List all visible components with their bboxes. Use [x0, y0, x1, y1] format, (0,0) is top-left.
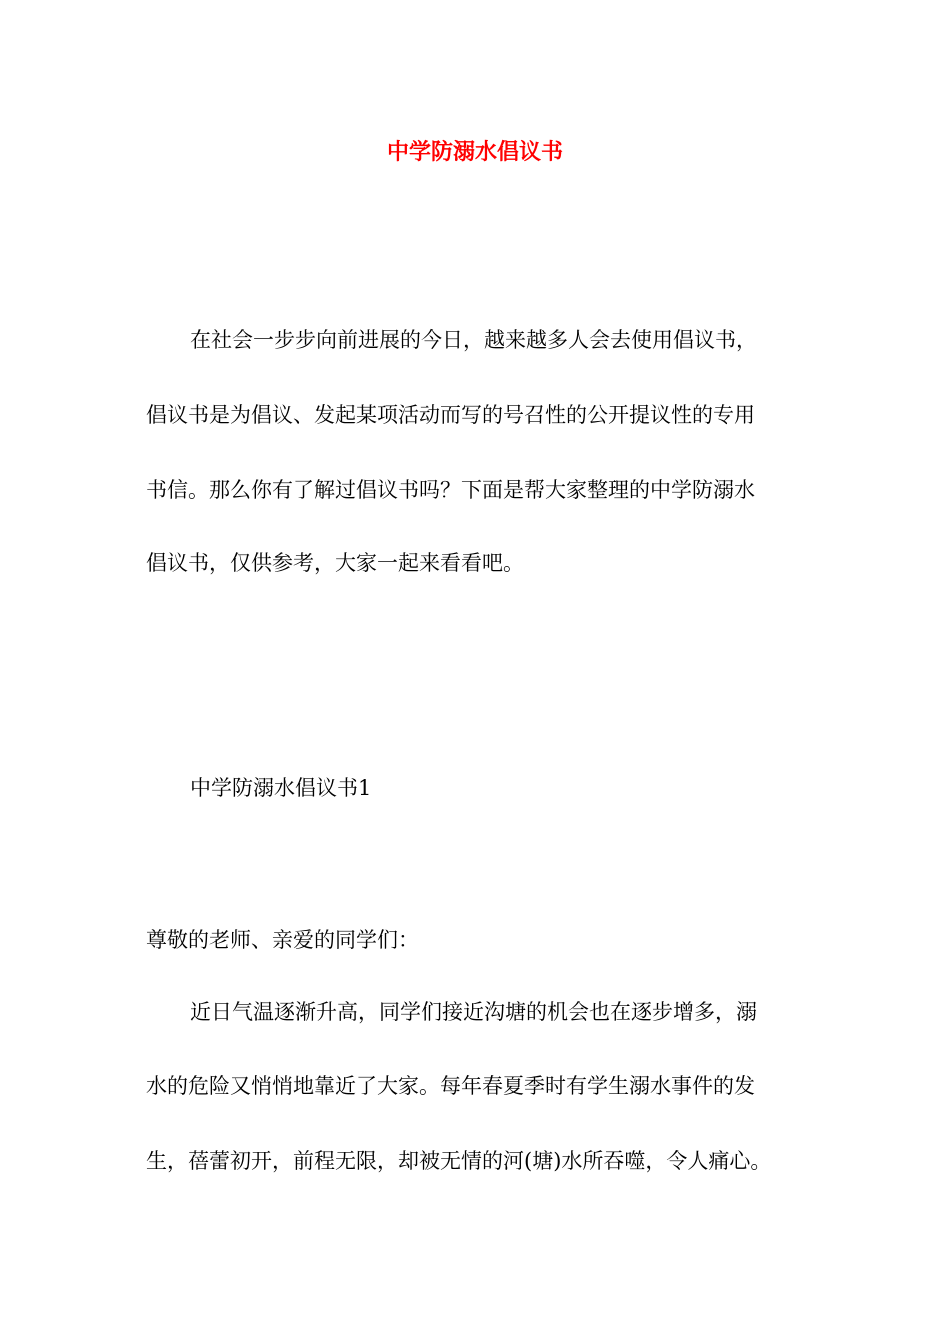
section-heading: 中学防溺水倡议书1 [190, 776, 372, 800]
salutation: 尊敬的老师、亲爱的同学们： [146, 928, 419, 952]
body-line-1: 近日气温逐渐升高，同学们接近沟塘的机会也在逐步增多，溺 [190, 1000, 757, 1024]
intro-line-2: 倡议书是为倡议、发起某项活动而写的号召性的公开提议性的专用 [146, 403, 755, 427]
body-line-2: 水的危险又悄悄地靠近了大家。每年春夏季时有学生溺水事件的发 [146, 1074, 755, 1098]
intro-line-1: 在社会一步步向前进展的今日，越来越多人会去使用倡议书， [190, 328, 757, 352]
document-title: 中学防溺水倡议书 [386, 139, 563, 165]
body-line-3: 生，蓓蕾初开，前程无限，却被无情的河(塘)水所吞噬，令人痛心。 [146, 1149, 772, 1173]
intro-line-4: 倡议书，仅供参考，大家一起来看看吧。 [146, 551, 524, 575]
intro-line-3: 书信。那么你有了解过倡议书吗？下面是帮大家整理的中学防溺水 [146, 478, 755, 502]
